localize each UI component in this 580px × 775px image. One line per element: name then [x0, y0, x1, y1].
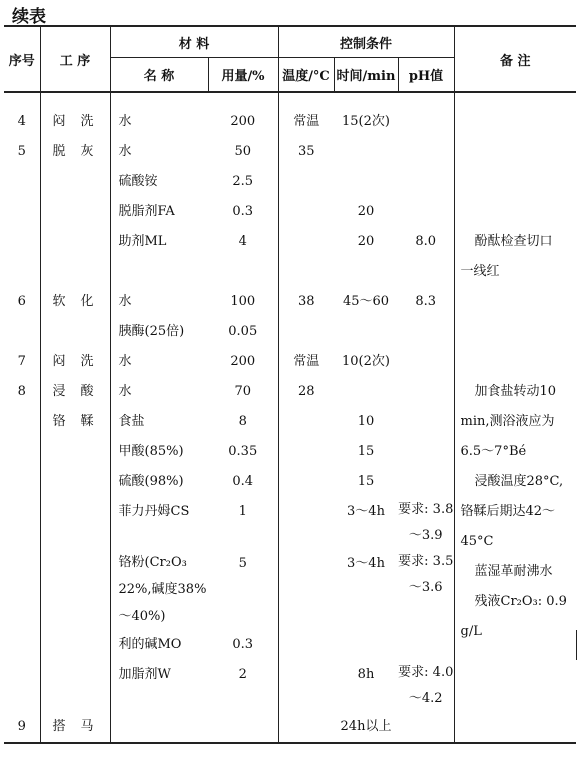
cell-name: 铬粉(Cr₂O₃ 22%,碱度38% ～40%) [110, 549, 208, 630]
cell-name: 甲酸(85%) [110, 437, 208, 467]
cell-process [40, 437, 110, 467]
cell-note [454, 137, 576, 167]
cell-no [4, 407, 40, 437]
cell-no: 5 [17, 144, 26, 159]
cell-ph [398, 197, 454, 227]
cell-time: 8h [357, 667, 375, 682]
cell-note [454, 712, 576, 743]
cell-ph: 要求: 3.8～3.9 [398, 502, 454, 543]
header-time: 时间/min [334, 58, 398, 93]
cell-amount: 1 [238, 504, 247, 519]
cell-amount [208, 712, 278, 743]
cell-temp: 38 [278, 287, 334, 317]
cell-name: 食盐 [110, 407, 208, 437]
cell-name: 助剂ML [110, 227, 208, 273]
header-ph: pH值 [398, 58, 454, 93]
header-notes: 备 注 [454, 26, 576, 92]
cell-process [40, 549, 110, 630]
cell-time: 45～60 [342, 294, 390, 309]
cell-time: 15 [357, 444, 375, 459]
cell-time [334, 317, 398, 347]
cell-time [334, 137, 398, 167]
cell-amount: 0.35 [228, 444, 258, 459]
cell-name: 利的碱MO [110, 630, 208, 660]
cell-note-deliming [454, 227, 576, 287]
note-deliming-line-1: 酚酞检查切口 [474, 234, 553, 249]
cell-name [110, 712, 208, 743]
cell-name: 硫酸铵 [110, 167, 208, 197]
cell-temp [278, 467, 334, 497]
table-row [4, 227, 576, 273]
cell-ph [398, 317, 454, 347]
cell-ph [398, 437, 454, 467]
cell-amount: 5 [238, 556, 247, 571]
cell-time: 20 [357, 234, 375, 249]
cell-temp [278, 167, 334, 197]
cell-name: 脱脂剂FA [110, 197, 208, 227]
note-pickle-line-6: 45°C [460, 534, 494, 549]
cell-ph: 8.0 [415, 234, 437, 249]
note-pickle-line-7: 蓝湿革耐沸水 [474, 564, 553, 579]
table-row [4, 107, 576, 137]
header-materials: 材 料 [110, 26, 278, 58]
cell-temp [278, 407, 334, 437]
cell-temp [278, 197, 334, 227]
cell-no: 4 [17, 114, 26, 129]
cell-temp [278, 497, 334, 549]
cell-ph [398, 347, 454, 377]
cell-process: 软 化 [40, 287, 110, 317]
cell-ph: 要求: 3.5～3.6 [398, 554, 454, 595]
cell-time: 24h以上 [340, 719, 392, 734]
cell-no [4, 227, 40, 273]
note-pickle-line-2: min,测浴液应为 [460, 414, 555, 429]
cell-temp: 常温 [278, 107, 334, 137]
cell-no [4, 197, 40, 227]
cell-temp [278, 630, 334, 660]
cell-name: 水 [110, 377, 208, 407]
cell-amount: 100 [230, 294, 256, 309]
cell-process: 浸 酸 [40, 377, 110, 407]
cell-process: 脱 灰 [40, 137, 110, 167]
cell-amount: 0.3 [232, 637, 254, 652]
cell-temp [278, 437, 334, 467]
cell-time [334, 630, 398, 660]
cell-process: 铬 鞣 [40, 407, 110, 437]
table-row [4, 197, 576, 227]
cell-ph [398, 377, 454, 407]
cell-ph [398, 467, 454, 497]
table-row [4, 137, 576, 167]
cell-no: 7 [17, 354, 26, 369]
cell-time [334, 377, 398, 407]
cell-name: 硫酸(98%) [110, 467, 208, 497]
cell-temp [278, 549, 334, 630]
cell-ph: 8.3 [415, 294, 437, 309]
cell-process: 闷 洗 [40, 107, 110, 137]
cell-no: 9 [17, 719, 26, 734]
cell-note [454, 107, 576, 137]
cell-no [4, 167, 40, 197]
cell-amount: 4 [238, 234, 247, 249]
table-row [4, 712, 576, 743]
note-deliming-line-2: 一线红 [460, 264, 500, 279]
cell-name: 水 [110, 287, 208, 317]
cell-ph [398, 712, 454, 743]
cell-note [454, 167, 576, 197]
table-continued-title: 续表 [12, 7, 46, 27]
cell-time: 15(2次) [342, 114, 390, 129]
header-process: 工 序 [40, 26, 110, 92]
cell-ph [398, 137, 454, 167]
cell-amount: 70 [234, 384, 252, 399]
cell-note [454, 347, 576, 377]
table-row [4, 377, 576, 407]
cell-amount: 0.3 [232, 204, 254, 219]
note-pickle-line-5: 铬鞣后期达42～ [460, 504, 556, 519]
header-no: 序号 [8, 53, 35, 69]
cell-no [4, 549, 40, 630]
cell-temp [278, 660, 334, 712]
cell-temp [278, 227, 334, 273]
cell-temp: 35 [278, 137, 334, 167]
cell-ph: 要求: 4.0～4.2 [398, 665, 454, 706]
cell-no: 8 [17, 384, 26, 399]
header-name: 名 称 [110, 58, 208, 93]
cell-time: 15 [357, 474, 375, 489]
cell-process [40, 497, 110, 549]
cell-temp: 28 [278, 377, 334, 407]
cell-no: 6 [17, 294, 26, 309]
process-table [4, 25, 576, 744]
cell-no [4, 467, 40, 497]
cell-time: 3～4h [347, 556, 385, 571]
cell-note [454, 660, 576, 712]
cell-name: 水 [110, 137, 208, 167]
cell-time: 10(2次) [342, 354, 390, 369]
cell-process [40, 467, 110, 497]
cell-ph [398, 407, 454, 437]
cell-ph [398, 630, 454, 660]
cell-process [40, 227, 110, 273]
cell-amount: 8 [238, 414, 247, 429]
table-row [4, 660, 576, 712]
cell-amount: 0.05 [228, 324, 258, 339]
cell-name: 胰酶(25倍) [110, 317, 208, 347]
cell-note-pickle-tanning [454, 377, 576, 660]
cell-amount: 200 [230, 114, 256, 129]
note-pickle-line-4: 浸酸温度28°C, [474, 474, 564, 489]
cell-note [454, 197, 576, 227]
note-pickle-line-1: 加食盐转动10 [474, 384, 557, 399]
table-row [4, 287, 576, 317]
cell-no [4, 437, 40, 467]
cell-ph [398, 107, 454, 137]
cell-process [40, 197, 110, 227]
cell-ph [398, 167, 454, 197]
cell-name: 水 [110, 347, 208, 377]
cell-amount: 2 [238, 667, 247, 682]
cell-name: 水 [110, 107, 208, 137]
note-pickle-line-9: g/L [460, 624, 482, 639]
cell-no [4, 660, 40, 712]
cell-no [4, 630, 40, 660]
cell-time [334, 167, 398, 197]
cell-time: 10 [357, 414, 375, 429]
cell-note [454, 287, 576, 317]
cell-process [40, 317, 110, 347]
cell-no [4, 497, 40, 549]
cell-temp [278, 712, 334, 743]
cell-name: 加脂剂W [110, 660, 208, 712]
cell-amount: 50 [234, 144, 252, 159]
cell-amount: 0.4 [232, 474, 254, 489]
cell-process [40, 630, 110, 660]
cell-process [40, 660, 110, 712]
header-temp: 温度/°C [278, 58, 334, 93]
table-row [4, 167, 576, 197]
table-row [4, 347, 576, 377]
cell-amount: 200 [230, 354, 256, 369]
cell-no [4, 317, 40, 347]
cell-process: 搭 马 [40, 712, 110, 743]
cell-amount: 2.5 [232, 174, 254, 189]
note-pickle-line-8: 残液Cr₂O₃: 0.9 [474, 594, 567, 609]
note-pickle-line-3: 6.5～7°Bé [460, 444, 527, 459]
header-amount: 用量/% [208, 58, 278, 93]
header-control: 控制条件 [278, 26, 454, 58]
cell-name: 菲力丹姆CS [110, 497, 208, 549]
cell-process: 闷 洗 [40, 347, 110, 377]
cell-time: 3～4h [347, 504, 385, 519]
cell-temp: 常温 [278, 347, 334, 377]
table-row [4, 317, 576, 347]
cell-process [40, 167, 110, 197]
cell-time: 20 [357, 204, 375, 219]
cell-note [454, 317, 576, 347]
cell-temp [278, 317, 334, 347]
